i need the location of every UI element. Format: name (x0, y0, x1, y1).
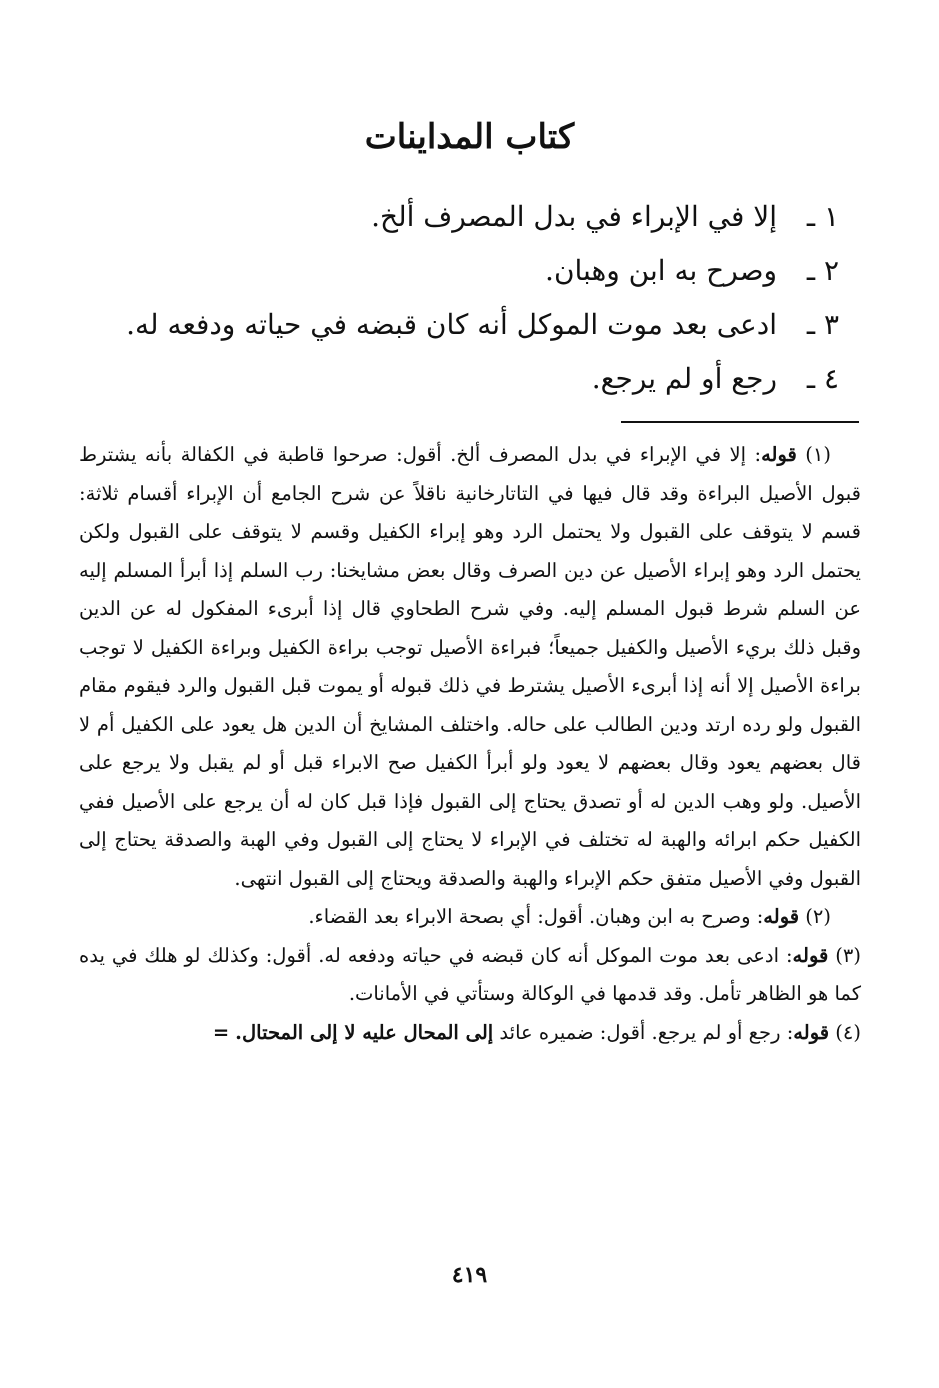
main-text-list (119, 190, 839, 406)
main-item-text: إلا في الإبراء في بدل المصرف ألخ. (371, 200, 777, 233)
main-text-item (119, 352, 839, 406)
main-item-number: ٣ ـ (806, 308, 839, 341)
footnote-number: (٤) (835, 1020, 861, 1044)
main-text-item (119, 298, 839, 352)
footnote (79, 937, 861, 1014)
footnote-number: (٣) (835, 943, 861, 967)
footnote-separator (621, 421, 859, 423)
footnote-text-bold: إلى المحال عليه لا إلى المحتال. (235, 1020, 494, 1044)
footnote (79, 1014, 861, 1053)
footnote-keyword: قوله (761, 443, 797, 466)
chapter-title: كتاب المداينات (364, 117, 575, 157)
main-item-number: ٤ ـ (806, 362, 839, 395)
main-item-number: ٢ ـ (806, 254, 839, 287)
footnote-text: : وصرح به ابن وهبان. أقول: أي بصحة الابراء بعد القضاء. (308, 905, 764, 928)
continuation-mark: = (212, 1020, 230, 1044)
footnote-number: (١) (805, 443, 831, 466)
footnote-keyword: قوله (763, 905, 800, 928)
footnote (79, 436, 861, 898)
main-item-text: رجع أو لم يرجع. (591, 362, 777, 395)
footnotes (79, 436, 861, 1052)
main-text-item (119, 244, 839, 298)
main-item-text: ادعى بعد موت الموكل أنه كان قبضه في حياته ودفعه له. (126, 308, 777, 341)
footnote (79, 898, 861, 937)
footnote-text: : إلا في الإبراء في بدل المصرف ألخ. أقول: صرحوا قاطبة في الكفالة بأنه يشترط قبول الأصيل البراءة وقد قال فيها في التاتارخانية ناقلاً عن شرح الجامع أن الإبراء أقسام ثلاثة: قسم لا يتوقف على القبول ولا يحتمل الرد وهو إبراء الكفيل وقسم لا يتوقف على القبول ولكن يحتمل الرد وهو إبراء الأصيل عن دين الصرف وقال بعض مشايخنا: رب السلم إذا أبرأ المسلم إليه عن السلم شرط قبول المسلم إليه. وفي شرح الطحاوي قال إذا أبرىء المفكول له عن الدين وقبل ذلك بريء الأصيل والكفيل جميعاً؛ فبراءة الأصيل توجب براءة الكفيل وبراءة الكفيل لا توجب براءة الأصيل إلا أنه إذا أبرىء الأصيل يشترط في ذلك قبوله أو يموت قبل القبول والرد فيقوم مقام القبول ولو رده ارتد ودين الطالب على حاله. واختلف المشايخ أن الدين هل يعود على الكفيل أم لا قال بعضهم يعود وقال بعضهم لا يعود ولو أبرأ الكفيل صح الابراء قبل أو لم يقبل ولا يرجع على الأصيل. ولو وهب الدين له أو تصدق يحتاج إلى القبول فإذا قبل كان له أن يرجع على الأصيل ففي الكفيل حكم ابرائه والهبة له تختلف في الإبراء لا يحتاج إلى القبول وفي الهبة والصدقة يحتاج إلى القبول وفي الأصيل متفق حكم الإبراء والهبة والصدقة ويحتاج إلى القبول انتهى. (79, 443, 861, 890)
main-item-number: ١ ـ (806, 200, 839, 233)
footnote-text: : ادعى بعد موت الموكل أنه كان قبضه في حياته ودفعه له. أقول: وكذلك لو هلك في يده كما هو الظاهر تأمل. وقد قدمها في الوكالة وستأتي في الأمانات. (79, 943, 861, 1005)
footnote-keyword: قوله (793, 1020, 830, 1044)
footnote-keyword: قوله (792, 943, 829, 967)
footnote-number: (٢) (805, 905, 831, 928)
page-number: ٤١٩ (451, 1262, 488, 1288)
main-item-text: وصرح به ابن وهبان. (545, 254, 777, 287)
main-text-item (119, 190, 839, 244)
footnote-text: : رجع أو لم يرجع. أقول: ضميره عائد (493, 1020, 794, 1044)
